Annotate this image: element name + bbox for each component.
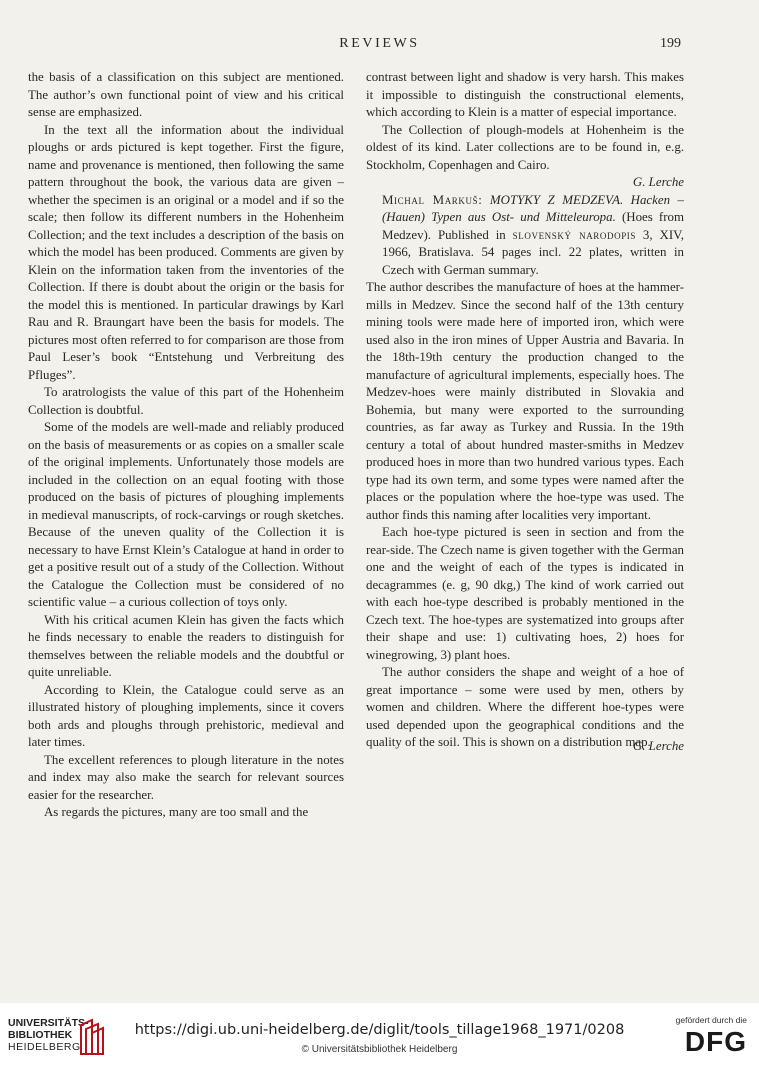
paragraph: The excellent references to plough literature in the notes and index may also make the search for relevant sources easier for the researcher. [28, 752, 344, 802]
paragraph: With his critical acumen Klein has given the facts which he finds necessary to enable the readers to distinguish for themselves between the reliable models and the doubtful or quite unreliable. [28, 612, 344, 679]
paragraph: Each hoe-type pictured is seen in section and from the rear-side. The Czech name is given together with the German one and the weight of each of the types is indicated in decagrammes (e. g, 90 dkg,) The kind of work carried out with each hoe-type described is probably mentioned in the Czech text. The hoe-types are systematized into groups after their shape and use: 1) cultivating hoes, 2) hoes for winegrowing, 3) plant hoes. [366, 525, 684, 662]
paragraph [366, 664, 684, 752]
page-footer [0, 1003, 759, 1065]
paragraph: As regards the pictures, many are too small and the [44, 805, 309, 819]
book-author: Michal Markuš: [382, 192, 483, 207]
dfg-logo[interactable]: DFG [684, 1026, 747, 1057]
library-name-line1: UNIVERSITÄTS- [8, 1017, 89, 1029]
library-name-line2: BIBLIOTHEK [8, 1029, 73, 1041]
paragraph: In the text all the information about the individual ploughs or ards pictured is kept together. First the figure, name and provenance is mentioned, then following the same pattern throughout the book, the various data are given – whether the specimen is an original or a model and if so the scale; then follow its different numbers in the Hohenheim Collection; and the text includes a description of the basis on which the model has been produced. Comments are given by Klein on the information taken from the inventories of the Collection. If there is doubt about the origin or the basis for the model this is mentioned. In particular drawings by Karl Rau and R. Braungart have been the basis for models. The pictures most often referred to for comparison are those from Paul Leser’s book “Entstehung und Verbreitung des Pfluges”. [28, 122, 344, 382]
paragraph: According to Klein, the Catalogue could serve as an illustrated history of ploughing implements, since it covers both ards and ploughs through prehistoric, medieval and later times. [28, 682, 344, 749]
reviewer-signature: G. Lerche [632, 739, 684, 753]
paragraph: The Collection of plough-models at Hohenheim is the oldest of its kind. Later collections are to be found in, e.g. Stockholm, Copenhagen and Cairo. [366, 122, 684, 172]
paragraph: To aratrologists the value of this part of the Hohenheim Collection is doubtful. [28, 385, 344, 417]
paragraph: Some of the models are well-made and reliably produced on the basis of measurements or as copies on a smaller scale of the original implements. Unfortunately those models are included in the collection on an equal footing with those produced on the basis of pictures of ploughing implements in medieval manuscripts, of rock-carvings or rough sketches. Because of the uneven quality of the Collection it is necessary to have Ernst Klein’s Catalogue at hand in order to get a positive result out of a study of the Collection. Without the Catalogue the Collection must be considered of no scientific value – a curious collection of toys only. [28, 420, 344, 609]
paragraph: contrast between light and shadow is very harsh. This makes it impossible to distinguish the constructional elements, which according to Klein is a matter of especial importance. [366, 70, 684, 119]
book-details: (Hoes from Medzev). Published in [382, 210, 684, 242]
paragraph: the basis of a classification on this subject are mentioned. The author’s own functional point of view and his critical sense are emphasized. [28, 70, 344, 119]
copyright-notice: © Universitätsbibliothek Heidelberg [301, 1044, 458, 1055]
book-title: MOTYKY Z MEDZEVA. Hacken – (Hauen) Typen aus Ost- und Mitteleuropa. [382, 192, 684, 224]
book-details-2: 3, XIV, 1966, Bratislava. 54 pages incl. 22 plates, written in Czech with German summary. [382, 227, 684, 277]
book-series: slovenský narodopis [512, 227, 636, 242]
left-column [28, 69, 344, 822]
bibliographic-entry [366, 192, 684, 280]
source-url-link[interactable]: https://digi.ub.uni-heidelberg.de/diglit/tools_tillage1968_1971/0208 [134, 1022, 625, 1038]
page-number: 199 [660, 36, 681, 51]
funder-note: gefördert durch die [675, 1015, 747, 1025]
library-name-line3: HEIDELBERG [8, 1041, 81, 1053]
reviewer-signature: G. Lerche [632, 175, 684, 189]
paragraph-text: The author considers the shape and weight of a hoe of great importance – some were used by men, others by women and children. Where the different hoe-types were used depended upon the geographical conditions and the quality of the soil. This is shown on a distribution map. [366, 665, 684, 749]
right-column [366, 69, 684, 752]
running-title: REVIEWS [339, 36, 420, 51]
page-header [0, 36, 759, 58]
paragraph: The author describes the manufacture of hoes at the hammer-mills in Medzev. Since the second half of the 13th century mining tools were made here of imported iron, which were used also in the iron mines of Upper Austria and Bavaria. In the 18th-19th century the production changed to the manufacture of agricultural implements, especially hoes. The Medzev-hoes were mainly distributed in Slovakia and Bohemia, but many were exported to the surrounding countries, as far away as Turkey and Russia. In the 19th century a total of about hundred master-smiths in Medzev produced hoes in more than two hundred various types. Each type had its own term, and some types were named after the places or the population where the hoe-type was used. The author finds this naming after localities very important. [366, 280, 684, 522]
